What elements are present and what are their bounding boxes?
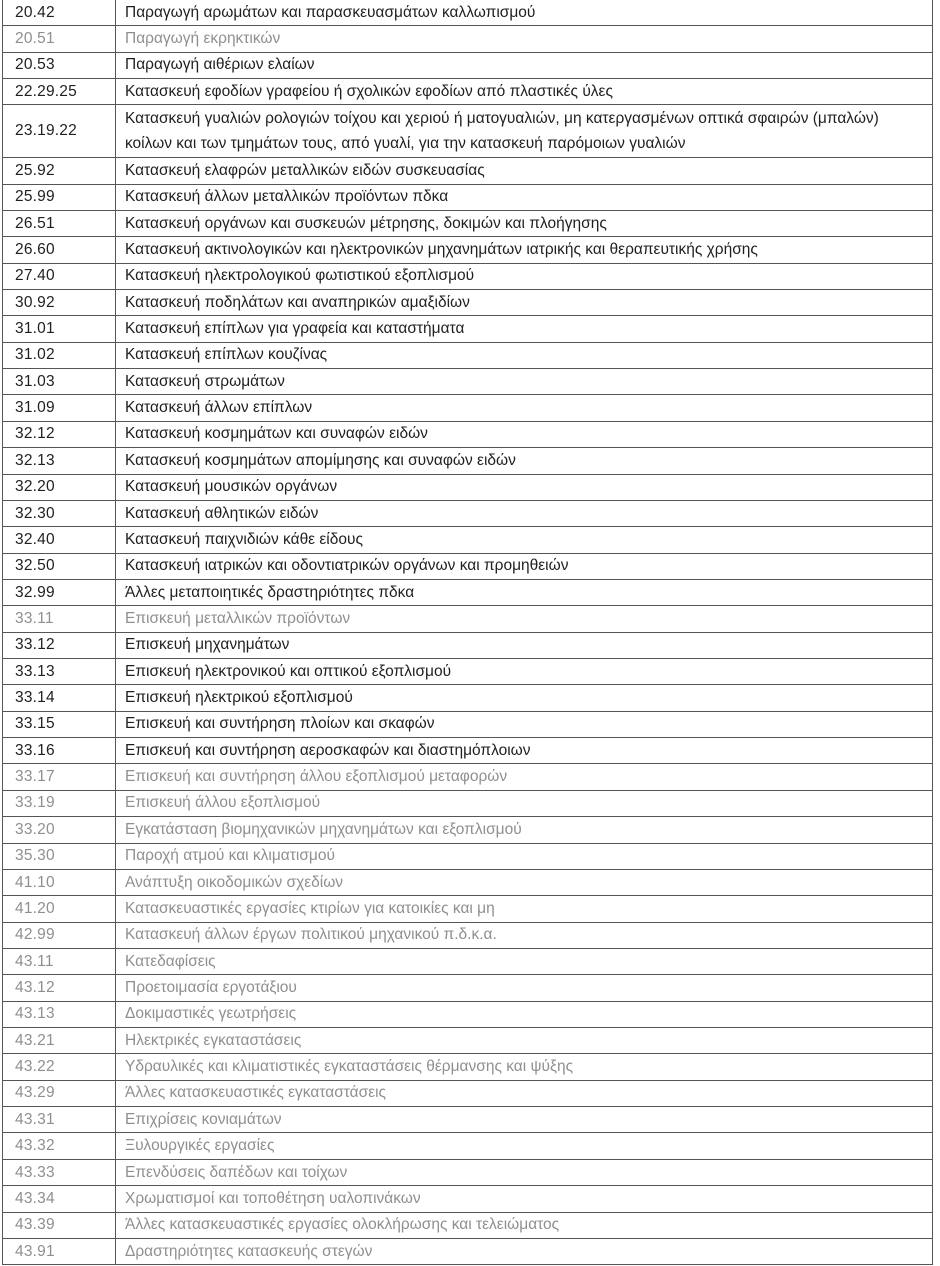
code-cell: 32.13 <box>3 448 116 473</box>
description-cell: Επισκευή ηλεκτρικού εξοπλισμού <box>125 689 353 707</box>
table-row <box>3 0 932 26</box>
code-cell: 43.13 <box>3 1002 116 1027</box>
description-cell: Κατασκευή γυαλιών ρολογιών τοίχου και χεριού ή ματογυαλιών, μη κατεργασμένων οπτικά σφαιρών (μπαλών) κοίλων και των τμημάτων τους, από γυαλί, για την κατασκευή παρόμοιων γυαλιών <box>125 110 879 153</box>
code-cell: 43.39 <box>3 1213 116 1238</box>
description-cell: Επισκευή και συντήρηση αεροσκαφών και διαστημόπλοιων <box>125 741 531 759</box>
table-row <box>3 738 932 764</box>
table-row <box>3 975 932 1001</box>
table-row <box>3 316 932 342</box>
table-row <box>3 501 932 527</box>
code-cell: 31.09 <box>3 395 116 420</box>
description-cell: Κατασκευή άλλων μεταλλικών προϊόντων πδκα <box>125 188 449 206</box>
description-cell: Άλλες κατασκευαστικές εγκαταστάσεις <box>125 1084 387 1102</box>
code-cell: 43.33 <box>3 1160 116 1185</box>
description-cell: Κατασκευή ποδηλάτων και αναπηρικών αμαξιδίων <box>125 293 470 311</box>
code-cell: 31.03 <box>3 369 116 394</box>
code-cell: 43.11 <box>3 949 116 974</box>
code-cell: 31.02 <box>3 343 116 368</box>
description-cell: Παροχή ατμού και κλιματισμού <box>125 847 335 865</box>
table-row <box>3 343 932 369</box>
table-row <box>3 817 932 843</box>
table-row <box>3 185 932 211</box>
description-cell: Κατασκευή ιατρικών και οδοντιατρικών οργάνων και προμηθειών <box>125 557 569 575</box>
table-row <box>3 554 932 580</box>
description-cell: Κατασκευή οργάνων και συσκευών μέτρησης, δοκιμών και πλοήγησης <box>125 214 607 232</box>
table-row <box>3 211 932 237</box>
table-row <box>3 1239 932 1265</box>
description-cell: Κατασκευή κοσμημάτων και συναφών ειδών <box>125 425 428 443</box>
description-cell: Κατασκευή κοσμημάτων απομίμησης και συναφών ειδών <box>125 451 516 469</box>
code-cell: 32.12 <box>3 422 116 447</box>
description-cell: Επισκευή και συντήρηση πλοίων και σκαφών <box>125 715 435 733</box>
description-cell: Δοκιμαστικές γεωτρήσεις <box>125 1005 297 1023</box>
table-row <box>3 685 932 711</box>
table-row <box>3 1081 932 1107</box>
table-row <box>3 1054 932 1080</box>
description-cell: Επισκευή άλλου εξοπλισμού <box>125 794 321 812</box>
code-cell: 33.14 <box>3 685 116 710</box>
table-row <box>3 1160 932 1186</box>
table-row <box>3 158 932 184</box>
description-cell: Κατασκευή στρωμάτων <box>125 372 285 390</box>
description-cell: Κατεδαφίσεις <box>125 952 216 970</box>
code-cell: 25.99 <box>3 185 116 210</box>
table-row <box>3 290 932 316</box>
description-cell: Κατασκευή επίπλων κουζίνας <box>125 346 328 364</box>
table-row <box>3 264 932 290</box>
description-cell: Κατασκευαστικές εργασίες κτιρίων για κατοικίες και μη <box>125 899 495 917</box>
description-cell: Ξυλουργικές εργασίες <box>125 1137 275 1155</box>
code-cell: 43.12 <box>3 975 116 1000</box>
description-cell: Κατασκευή ηλεκτρολογικού φωτιστικού εξοπλισμού <box>125 267 475 285</box>
description-cell: Επενδύσεις δαπέδων και τοίχων <box>125 1163 348 1181</box>
code-cell: 20.53 <box>3 53 116 78</box>
code-cell: 31.01 <box>3 316 116 341</box>
table-row <box>3 896 932 922</box>
code-cell: 32.20 <box>3 475 116 500</box>
table-row <box>3 1186 932 1212</box>
description-cell: Παραγωγή αιθέριων ελαίων <box>125 56 315 74</box>
table-row <box>3 105 932 158</box>
code-cell: 33.20 <box>3 817 116 842</box>
description-cell: Άλλες κατασκευαστικές εργασίες ολοκλήρωσης και τελειώματος <box>125 1216 560 1234</box>
table-row <box>3 870 932 896</box>
code-cell: 33.15 <box>3 712 116 737</box>
code-cell: 33.17 <box>3 764 116 789</box>
code-cell: 43.91 <box>3 1239 116 1264</box>
code-cell: 43.34 <box>3 1186 116 1211</box>
code-cell: 23.19.22 <box>3 105 116 157</box>
code-cell: 41.10 <box>3 870 116 895</box>
code-cell: 32.50 <box>3 554 116 579</box>
table-row <box>3 633 932 659</box>
code-cell: 22.29.25 <box>3 79 116 104</box>
code-cell: 35.30 <box>3 844 116 869</box>
table-row <box>3 448 932 474</box>
table-row <box>3 527 932 553</box>
table-row <box>3 1213 932 1239</box>
description-cell: Κατασκευή εφοδίων γραφείου ή σχολικών εφοδίων από πλαστικές ύλες <box>125 82 613 100</box>
code-cell: 32.40 <box>3 527 116 552</box>
table-row <box>3 1028 932 1054</box>
table-row <box>3 369 932 395</box>
description-cell: Κατασκευή άλλων επίπλων <box>125 399 313 417</box>
code-cell: 30.92 <box>3 290 116 315</box>
table-row <box>3 1002 932 1028</box>
description-cell: Ανάπτυξη οικοδομικών σχεδίων <box>125 873 344 891</box>
description-cell: Κατασκευή παιχνιδιών κάθε είδους <box>125 530 363 548</box>
table-row <box>3 791 932 817</box>
description-cell: Κατασκευή ελαφρών μεταλλικών ειδών συσκευασίας <box>125 161 485 179</box>
description-cell: Χρωματισμοί και τοποθέτηση υαλοπινάκων <box>125 1189 421 1207</box>
code-cell: 43.22 <box>3 1054 116 1079</box>
code-cell: 43.32 <box>3 1133 116 1158</box>
code-cell: 43.29 <box>3 1081 116 1106</box>
code-cell: 26.51 <box>3 211 116 236</box>
code-cell: 33.19 <box>3 791 116 816</box>
code-cell: 33.11 <box>3 606 116 631</box>
description-cell: Κατασκευή ακτινολογικών και ηλεκτρονικών μηχανημάτων ιατρικής και θεραπευτικής χρήσης <box>125 240 758 258</box>
table-row <box>3 53 932 79</box>
code-cell: 27.40 <box>3 264 116 289</box>
table-row <box>3 606 932 632</box>
code-cell: 42.99 <box>3 923 116 948</box>
table-row <box>3 395 932 421</box>
activity-codes-table <box>2 0 933 1265</box>
code-cell: 33.13 <box>3 659 116 684</box>
code-cell: 43.31 <box>3 1107 116 1132</box>
description-cell: Επισκευή μεταλλικών προϊόντων <box>125 609 351 627</box>
code-cell: 43.21 <box>3 1028 116 1053</box>
description-cell: Προετοιμασία εργοτάξιου <box>125 979 297 996</box>
description-cell: Παραγωγή αρωμάτων και παρασκευασμάτων καλλωπισμού <box>125 3 536 21</box>
code-cell: 32.99 <box>3 580 116 605</box>
code-cell: 20.51 <box>3 26 116 51</box>
description-cell: Επισκευή ηλεκτρονικού και οπτικού εξοπλισμού <box>125 662 452 680</box>
table-row <box>3 949 932 975</box>
code-cell: 25.92 <box>3 158 116 183</box>
description-cell: Επισκευή και συντήρηση άλλου εξοπλισμού μεταφορών <box>125 768 508 786</box>
table-row <box>3 844 932 870</box>
description-cell: Επισκευή μηχανημάτων <box>125 636 290 654</box>
description-cell: Κατασκευή μουσικών οργάνων <box>125 478 338 496</box>
table-row <box>3 26 932 52</box>
table-row <box>3 1133 932 1159</box>
table-row <box>3 712 932 738</box>
table-row <box>3 580 932 606</box>
table-row <box>3 923 932 949</box>
table-row <box>3 475 932 501</box>
description-cell: Κατασκευή επίπλων για γραφεία και καταστήματα <box>125 320 465 338</box>
table-row <box>3 237 932 263</box>
table-row <box>3 1107 932 1133</box>
description-cell: Υδραυλικές και κλιματιστικές εγκαταστάσεις θέρμανσης και ψύξης <box>125 1058 574 1076</box>
table-row <box>3 764 932 790</box>
code-cell: 33.12 <box>3 633 116 658</box>
description-cell: Εγκατάσταση βιομηχανικών μηχανημάτων και εξοπλισμού <box>125 820 522 838</box>
description-cell: Επιχρίσεις κονιαμάτων <box>125 1110 282 1128</box>
code-cell: 41.20 <box>3 896 116 921</box>
description-cell: Άλλες μεταποιητικές δραστηριότητες πδκα <box>125 583 415 601</box>
code-cell: 32.30 <box>3 501 116 526</box>
description-cell: Δραστηριότητες κατασκευής στεγών <box>125 1242 373 1260</box>
table-row <box>3 422 932 448</box>
code-cell: 33.16 <box>3 738 116 763</box>
table-row <box>3 79 932 105</box>
description-cell: Ηλεκτρικές εγκαταστάσεις <box>125 1031 302 1049</box>
description-cell: Παραγωγή εκρηκτικών <box>125 30 281 48</box>
code-cell: 26.60 <box>3 237 116 262</box>
table-row <box>3 659 932 685</box>
code-cell: 20.42 <box>3 0 116 25</box>
description-cell: Κατασκευή αθλητικών ειδών <box>125 504 319 522</box>
description-cell: Κατασκευή άλλων έργων πολιτικού μηχανικού π.δ.κ.α. <box>125 926 497 944</box>
